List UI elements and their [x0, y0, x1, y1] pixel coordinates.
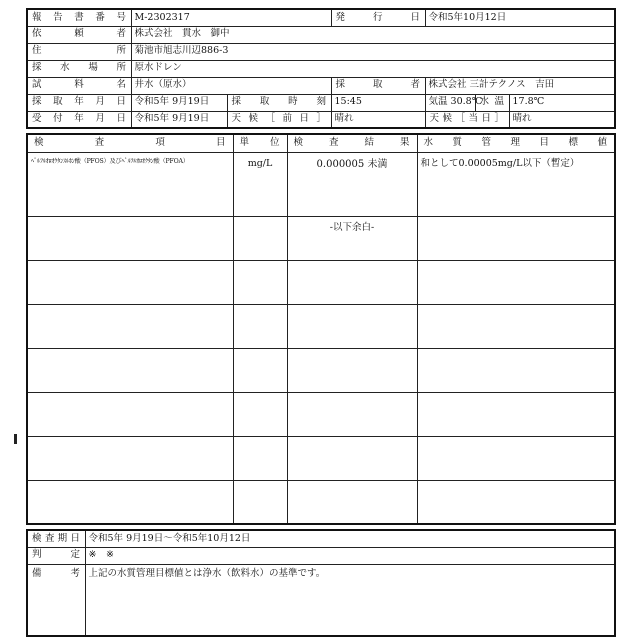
empty-cell	[233, 392, 287, 436]
sample-name-row	[27, 77, 615, 94]
sampler-value: 株式会社 三計テクノス 吉田	[425, 77, 615, 94]
client-label: 依頼者	[27, 26, 131, 43]
judgement-row	[27, 547, 615, 564]
report-header-table	[26, 8, 616, 129]
empty-cell	[287, 304, 417, 348]
test-period-value: 令和5年 9月19日～令和5年10月12日	[85, 530, 615, 547]
table-row	[27, 152, 615, 216]
test-period-label: 検査期日	[27, 530, 85, 547]
item-unit: mg/L	[233, 152, 287, 216]
empty-cell	[27, 348, 233, 392]
air-temp-value: 30.8℃	[450, 96, 483, 108]
empty-cell	[233, 304, 287, 348]
table-row	[27, 480, 615, 524]
issue-date-value: 令和5年10月12日	[425, 9, 615, 26]
report-no-row	[27, 9, 615, 26]
weather-day-value: 晴れ	[509, 111, 615, 128]
table-row	[27, 260, 615, 304]
site-value: 原水ドレン	[131, 60, 615, 77]
weather-day-label: 天候［当日］	[425, 111, 509, 128]
judgement-value: ※ ※	[85, 547, 615, 564]
header-result: 検査結果	[287, 134, 417, 152]
sample-date-value: 令和5年 9月19日	[131, 94, 227, 111]
judgement-label: 判定	[27, 547, 85, 564]
empty-cell	[27, 436, 233, 480]
test-results-table	[26, 133, 616, 525]
test-period-row	[27, 530, 615, 547]
air-temp-label: 気温	[428, 96, 448, 108]
remarks-label: 備考	[27, 564, 85, 636]
empty-cell	[27, 304, 233, 348]
empty-cell	[27, 480, 233, 524]
table-row	[27, 216, 615, 260]
water-test-report	[26, 8, 614, 637]
report-no-label: 報告書番号	[27, 9, 131, 26]
sampler-label: 採取者	[331, 77, 425, 94]
remaining-blank-note: -以下余白-	[287, 216, 417, 260]
table-row	[27, 304, 615, 348]
header-item: 検査項目	[27, 134, 233, 152]
sample-date-row	[27, 94, 615, 111]
results-header-row	[27, 134, 615, 152]
empty-cell	[27, 392, 233, 436]
empty-cell	[287, 480, 417, 524]
site-row	[27, 60, 615, 77]
empty-cell	[287, 348, 417, 392]
address-label: 住所	[27, 43, 131, 60]
received-date-label: 受付年月日	[27, 111, 131, 128]
table-row	[27, 392, 615, 436]
site-label: 採水場所	[27, 60, 131, 77]
empty-cell	[417, 348, 615, 392]
empty-cell	[417, 216, 615, 260]
received-date-row	[27, 111, 615, 128]
received-date-value: 令和5年 9月19日	[131, 111, 227, 128]
empty-cell	[287, 260, 417, 304]
sample-date-label: 採取年月日	[27, 94, 131, 111]
empty-cell	[287, 392, 417, 436]
empty-cell	[27, 260, 233, 304]
header-unit: 単位	[233, 134, 287, 152]
water-temp-label: 水温	[475, 94, 509, 111]
header-standard: 水質管理目標値	[417, 134, 615, 152]
empty-cell	[417, 480, 615, 524]
remarks-row	[27, 564, 615, 636]
address-row	[27, 43, 615, 60]
sample-name-label: 試料名	[27, 77, 131, 94]
sample-name-value: 井水（原水）	[131, 77, 331, 94]
item-result: 0.000005 未満	[287, 152, 417, 216]
empty-cell	[287, 436, 417, 480]
air-temp-cell	[425, 94, 483, 111]
empty-cell	[233, 480, 287, 524]
table-row	[27, 436, 615, 480]
remarks-value: 上記の水質管理目標値とは浄水（飲料水）の基準です。	[85, 564, 615, 636]
empty-cell	[417, 436, 615, 480]
empty-cell	[233, 216, 287, 260]
table-row	[27, 348, 615, 392]
empty-cell	[417, 392, 615, 436]
empty-cell	[417, 260, 615, 304]
client-value: 株式会社 貫水 御中	[131, 26, 615, 43]
weather-prev-value: 晴れ	[331, 111, 425, 128]
issue-date-label: 発行日	[331, 9, 425, 26]
sample-time-value: 15:45	[331, 94, 425, 111]
weather-prev-label: 天候［前日］	[227, 111, 331, 128]
report-footer-table	[26, 529, 616, 637]
empty-cell	[233, 348, 287, 392]
item-name: ﾍﾟﾙﾌﾙｵﾛｵｸﾀﾝｽﾙﾎﾝ酸（PFOS）及びﾍﾟﾙﾌﾙｵﾛｵｸﾀﾝ酸（PFOA）	[27, 152, 233, 216]
sample-time-label: 採取時刻	[227, 94, 331, 111]
binding-mark	[14, 434, 17, 444]
water-temp-value: 17.8℃	[509, 94, 615, 111]
empty-cell	[233, 260, 287, 304]
empty-cell	[233, 436, 287, 480]
address-value: 菊池市旭志川辺886-3	[131, 43, 615, 60]
item-standard: 和として0.00005mg/L以下（暫定）	[417, 152, 615, 216]
empty-cell	[27, 216, 233, 260]
report-no-value: M-2302317	[131, 9, 331, 26]
client-row	[27, 26, 615, 43]
empty-cell	[417, 304, 615, 348]
